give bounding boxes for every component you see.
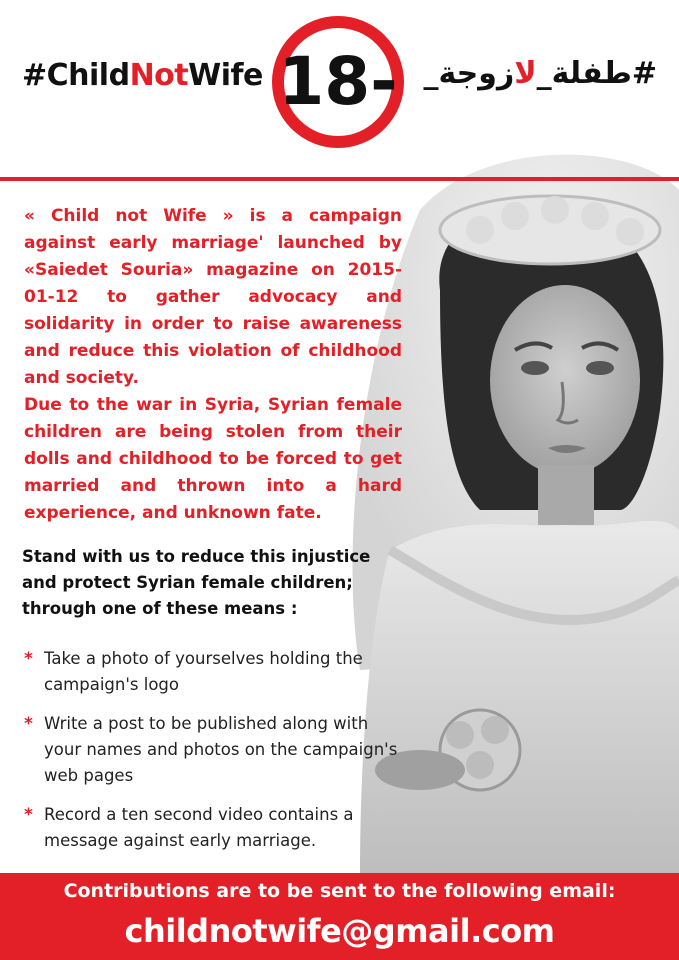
- hashtag-ar-red: لا: [514, 56, 537, 91]
- means-text: Record a ten second video contains a message against early marriage.: [44, 805, 354, 850]
- campaign-intro: [24, 203, 402, 527]
- means-text: Write a post to be published along with your names and photos on the campaign's web pages: [44, 714, 398, 785]
- logo-text: 18-: [278, 43, 398, 120]
- list-item: [24, 711, 404, 789]
- hashtag-ar-left: زوجة_: [423, 56, 515, 91]
- contact-email[interactable]: childnotwife@gmail.com: [124, 912, 555, 950]
- hashtag-arabic: [423, 56, 657, 91]
- asterisk-icon: *: [24, 714, 33, 734]
- means-text: Take a photo of yourselves holding the campaign's logo: [44, 649, 363, 694]
- hashtag-en-red: Not: [129, 58, 189, 93]
- means-list: [24, 646, 404, 867]
- intro-paragraph-1: « Child not Wife » is a campaign against early marriage' launched by «Saiedet Souria» magazine on 2015-01-12 to gather advocacy and solidarity in order to raise awareness and reduce this violation of childhood and society.: [24, 206, 402, 388]
- hashtag-english: [22, 58, 263, 93]
- no-under-18-logo: [270, 14, 406, 150]
- asterisk-icon: *: [24, 805, 33, 825]
- hashtag-en-suffix: Wife: [188, 58, 263, 93]
- call-to-action: Stand with us to reduce this injustice and protect Syrian female children; through one of these means :: [22, 547, 371, 618]
- hashtag-ar-right: #طفلة_: [536, 56, 657, 91]
- intro-paragraph-2: Due to the war in Syria, Syrian female children are being stolen from their dolls and childhood to be forced to get married and thrown into a hard experience, and unknown fate.: [24, 395, 402, 523]
- hashtag-en-prefix: #Child: [22, 58, 130, 93]
- asterisk-icon: *: [24, 649, 33, 669]
- header-divider: [0, 177, 679, 181]
- contributions-text: Contributions are to be sent to the following email:: [63, 880, 616, 902]
- list-item: [24, 646, 404, 698]
- list-item: [24, 802, 404, 854]
